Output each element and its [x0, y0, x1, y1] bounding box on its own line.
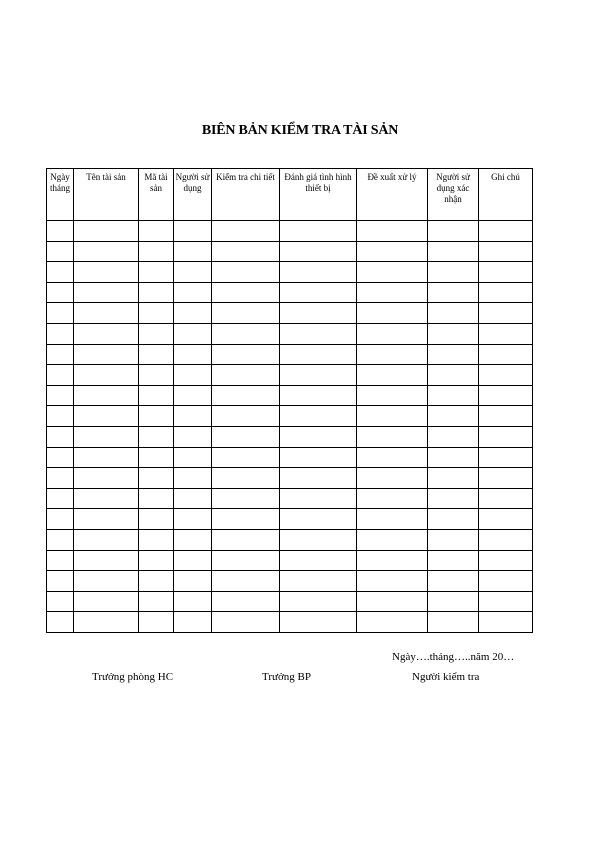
column-header-notes: Ghi chú [479, 169, 533, 221]
column-header-asset-code: Mã tài sản [139, 169, 174, 221]
column-header-proposed-action: Đề xuất xử lý [357, 169, 428, 221]
column-header-detailed-check: Kiểm tra chi tiết [212, 169, 280, 221]
column-header-equipment-assessment: Đánh giá tình hình thiết bị [280, 169, 357, 221]
column-header-user: Người sử dụng [174, 169, 212, 221]
date-line: Ngày….tháng…..năm 20… [392, 651, 515, 663]
signature-department-head: Trưởng BP [262, 671, 311, 683]
signature-head-of-admin: Trưởng phòng HC [92, 671, 174, 683]
signature-inspector: Người kiểm tra [412, 671, 480, 683]
column-header-date: Ngày tháng [47, 169, 74, 221]
column-header-user-confirmation: Người sử dụng xác nhận [428, 169, 479, 221]
document-title: BIÊN BẢN KIỂM TRA TÀI SẢN [201, 123, 399, 138]
column-header-asset-name: Tên tài sản [74, 169, 139, 221]
